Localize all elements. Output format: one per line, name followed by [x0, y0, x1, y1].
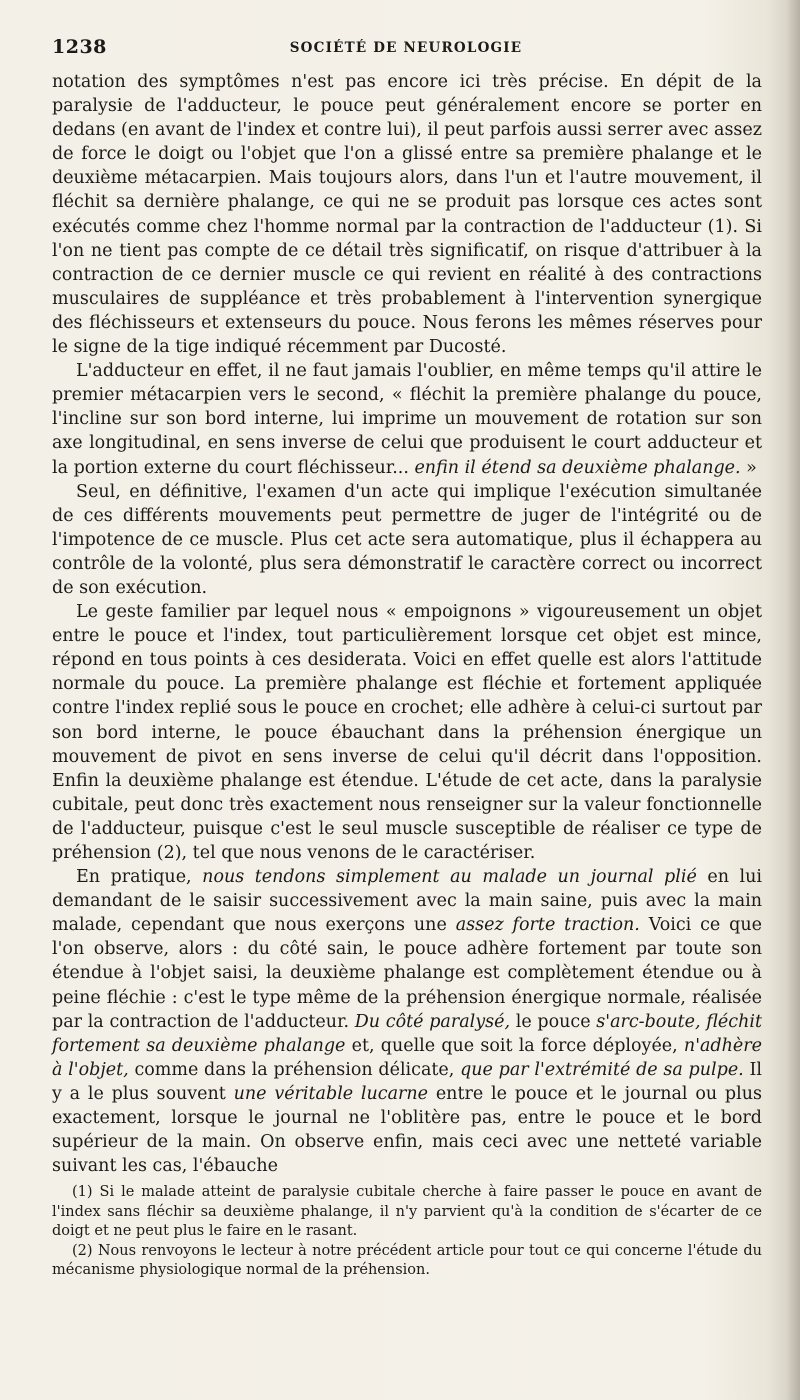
- text-run: Il y a le plus souvent: [52, 1059, 762, 1104]
- italic-run: une véritable lucarne: [233, 1083, 429, 1104]
- paragraph-2: [52, 359, 762, 479]
- text-run: en lui demandant de le saisir successivement avec la main saine, puis avec la main malade, cependant que nous exerçons une: [52, 867, 762, 936]
- footnote-2: (2) Nous renvoyons le lecteur à notre précédent article pour tout ce qui concerne l'étude du mécanisme physiologique normal de la préhension.: [52, 1242, 762, 1278]
- paragraph-1: notation des symptômes n'est pas encore ici très précise. En dépit de la paralysie de l'adducteur, le pouce peut généralement encore se porter en dedans (en avant de l'index et contre lui), il peut parfois aussi serrer avec assez de force le doigt ou l'objet que l'on a glissé entre sa première phalange et le deuxième métacarpien. Mais toujours alors, dans l'un et l'autre mouvement, il fléchit sa dernière phalange, ce qui ne se produit pas lorsque ces actes sont exécutés comme chez l'homme normal par la contraction de l'adducteur (1). Si l'on ne tient pas compte de ce détail très significatif, on risque d'attribuer à la contraction de ce dernier muscle ce qui revient en réalité à des contractions musculaires de suppléance et très probablement à l'intervention synergique des fléchisseurs et extenseurs du pouce. Nous ferons les mêmes réserves pour le signe de la tige indiqué récemment par Ducosté.: [52, 72, 762, 358]
- text-run: Voici ce que l'on observe, alors : du côté sain, le pouce adhère fortement par toute son étendue à l'objet saisi, la deuxième phalange est complètement étendue ou à peine fléchie : c'est le type même de la préhension énergique normale, réalisée par la contraction de l'adducteur.: [52, 915, 762, 1032]
- main-text: [52, 70, 762, 1178]
- italic-run: assez forte traction.: [455, 915, 640, 936]
- page-number: 1238: [52, 36, 107, 58]
- italic-run: Du côté paralysé,: [354, 1011, 511, 1032]
- footnotes: [52, 1183, 762, 1281]
- italic-run: s'arc-boute, fléchit fortement sa deuxième phalange: [52, 1011, 762, 1056]
- italic-run: que par l'extrémité de sa pulpe.: [460, 1059, 744, 1080]
- paragraph-3: Seul, en définitive, l'examen d'un acte qui implique l'exécution simultanée de ces différents mouvements peut permettre de juger de l'intégrité ou de l'impotence de ce muscle. Plus cet acte sera automatique, plus il échappera au contrôle de la volonté, plus sera démonstratif le caractère correct ou incorrect de son exécution.: [52, 481, 762, 598]
- italic-run: n'adhère à l'objet,: [52, 1035, 762, 1080]
- text-run: et, quelle que soit la force déployée,: [345, 1035, 684, 1056]
- text-run: comme dans la préhension délicate,: [128, 1059, 461, 1080]
- italic-run: enfin il étend sa deuxième phalange.: [414, 457, 741, 478]
- text-run: L'adducteur en effet, il ne faut jamais l'oublier, en même temps qu'il attire le premier métacarpien vers le second, « fléchit la première phalange du pouce, l'incline sur son bord interne, lui imprime un mouvement de rotation sur son axe longitudinal, en sens inverse de celui que produisent le court adducteur et la portion externe du court fléchisseur...: [52, 361, 762, 478]
- running-title: SOCIÉTÉ DE NEUROLOGIE: [289, 40, 523, 56]
- text-run: »: [740, 457, 757, 478]
- page-header: [52, 36, 760, 64]
- text-run: entre le pouce et le journal ou plus exactement, lorsque le journal ne l'oblitère pas, entre le pouce et le bord supérieur de la main. On observe enfin, mais ceci avec une netteté variable suivant les cas, l'ébauche: [52, 1083, 762, 1177]
- text-run: le pouce: [510, 1011, 597, 1032]
- italic-run: nous tendons simplement au malade un journal plié: [202, 867, 697, 888]
- page-spine-shadow: [786, 0, 800, 1400]
- text-run: En pratique,: [76, 867, 203, 888]
- paragraph-4: Le geste familier par lequel nous « empoignons » vigoureusement un objet entre le pouce et l'index, tout particulièrement lorsque cet objet est mince, répond en tous points à ces desiderata. Voici en effet quelle est alors l'attitude normale du pouce. La première phalange est fléchie et fortement appliquée contre l'index replié sous le pouce en crochet; elle adhère à celui-ci surtout par son bord interne, le pouce ébauchant dans la préhension énergique un mouvement de pivot en sens inverse de celui qu'il décrit dans l'opposition. Enfin la deuxième phalange est étendue. L'étude de cet acte, dans la paralysie cubitale, peut donc très exactement nous renseigner sur la valeur fonctionnelle de l'adducteur, puisque c'est le seul muscle susceptible de réaliser ce type de préhension (2), tel que nous venons de le caractériser.: [52, 602, 762, 863]
- footnote-1: (1) Si le malade atteint de paralysie cubitale cherche à faire passer le pouce en avant de l'index sans fléchir sa deuxième phalange, il n'y parvient qu'à la condition de s'écarter de ce doigt et ne peut plus le faire en le rasant.: [52, 1184, 762, 1239]
- paragraph-5: [52, 865, 762, 1178]
